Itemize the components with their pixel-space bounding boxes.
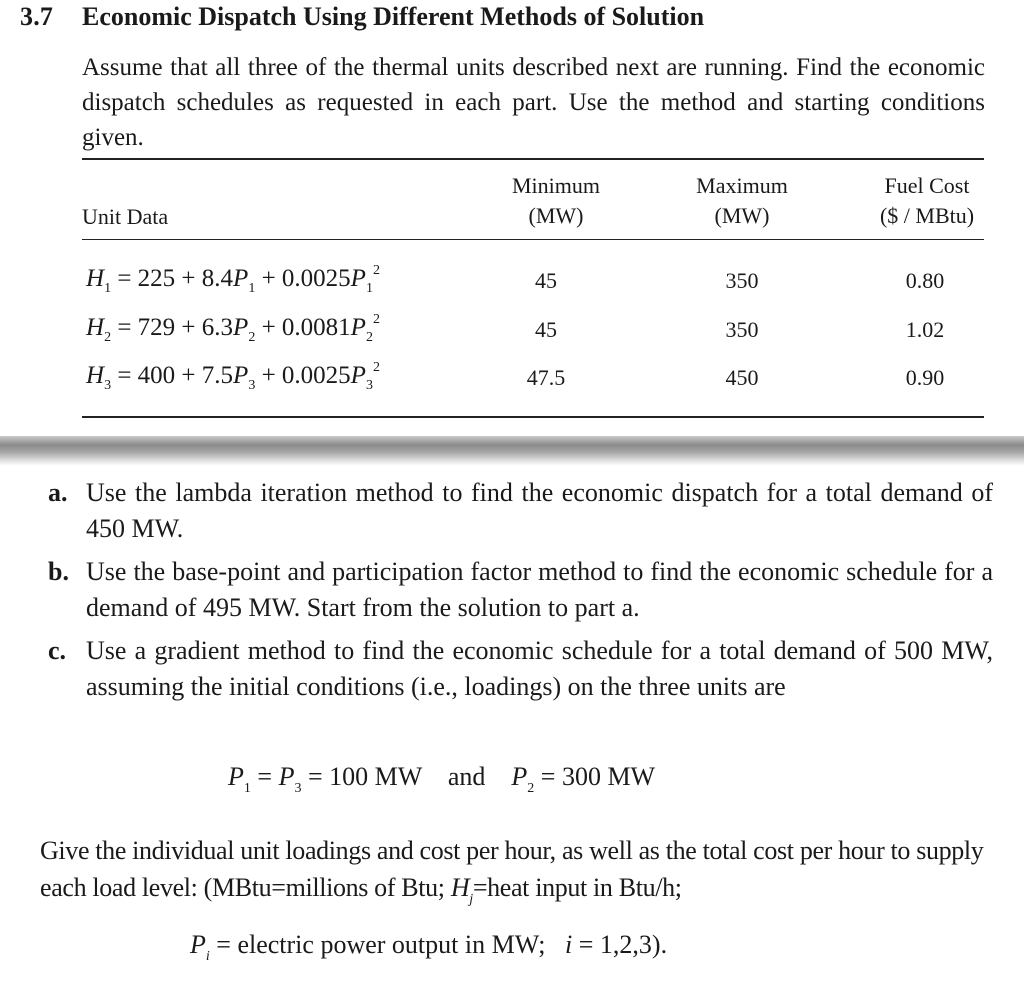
shadow-band [0, 436, 1024, 466]
heat-rate-equation-2: $H_2 = 729 + 6.3P_2 + 0.0081P_2^2$ [86, 312, 380, 345]
section-number: 3.7 [20, 2, 54, 31]
row2-maximum: 350 [725, 317, 759, 342]
row3-minimum: 47.5 [526, 365, 566, 390]
closing-paragraph: Give the individual unit loadings and cost per hour, as well as the total cost per hour to supply each load level: (MBtu=millions of Btu; $H_j=heat$ input in Btu/h; [40, 836, 984, 907]
table-header-rule [82, 239, 984, 240]
row1-fuel-cost: 0.80 [905, 268, 945, 293]
part-b-label: b. [48, 557, 69, 586]
part-a-text: Use the lambda iteration method to find the economic dispatch for a total demand of 450 MW. [86, 478, 993, 543]
intro-paragraph: Assume that all three of the thermal units described next are running. Find the economic dispatch schedules as requested in each part. Use the method and starting conditions given. [82, 54, 985, 151]
part-c-text: Use a gradient method to find the economic schedule for a total demand of 500 MW, assuming the initial conditions (i.e., loadings) on the three units are [86, 636, 993, 701]
final-definition-equation: $P_i$ = electric power output in MW; i = 1,2,3). [190, 930, 668, 964]
part-b [48, 554, 993, 626]
row3-fuel-cost: 0.90 [905, 365, 945, 390]
initial-conditions-equation: $P_1 = P_3 = 100$ MW and $P_2 = 300$ MW [228, 762, 656, 796]
heat-rate-equation-1: $H_1 = 225 + 8.4P_1 + 0.0025P_1^2$ [86, 263, 380, 296]
section-title: Economic Dispatch Using Different Methods of Solution [82, 2, 705, 31]
header-minimum: Minimum (MW) [511, 173, 600, 228]
header-fuel-cost: Fuel Cost ($ / MBtu) [879, 173, 975, 228]
table-bottom-rule [82, 416, 984, 418]
row2-minimum: 45 [535, 317, 557, 342]
row3-maximum: 450 [725, 365, 759, 390]
row1-minimum: 45 [535, 268, 557, 293]
part-a-label: a. [48, 478, 68, 507]
part-c-label: c. [48, 636, 67, 665]
row2-fuel-cost: 1.02 [905, 317, 945, 342]
heat-rate-equation-3: $H_3 = 400 + 7.5P_3 + 0.0025P_3^2$ [86, 360, 380, 393]
part-a [48, 475, 993, 547]
table-top-rule [82, 158, 984, 160]
header-maximum: Maximum (MW) [696, 173, 788, 228]
row1-maximum: 350 [725, 268, 759, 293]
part-c [48, 633, 993, 705]
header-unit-data: Unit Data [82, 204, 169, 229]
part-b-text: Use the base-point and participation factor method to find the economic schedule for a demand of 495 MW. Start from the solution to part a. [86, 557, 993, 622]
